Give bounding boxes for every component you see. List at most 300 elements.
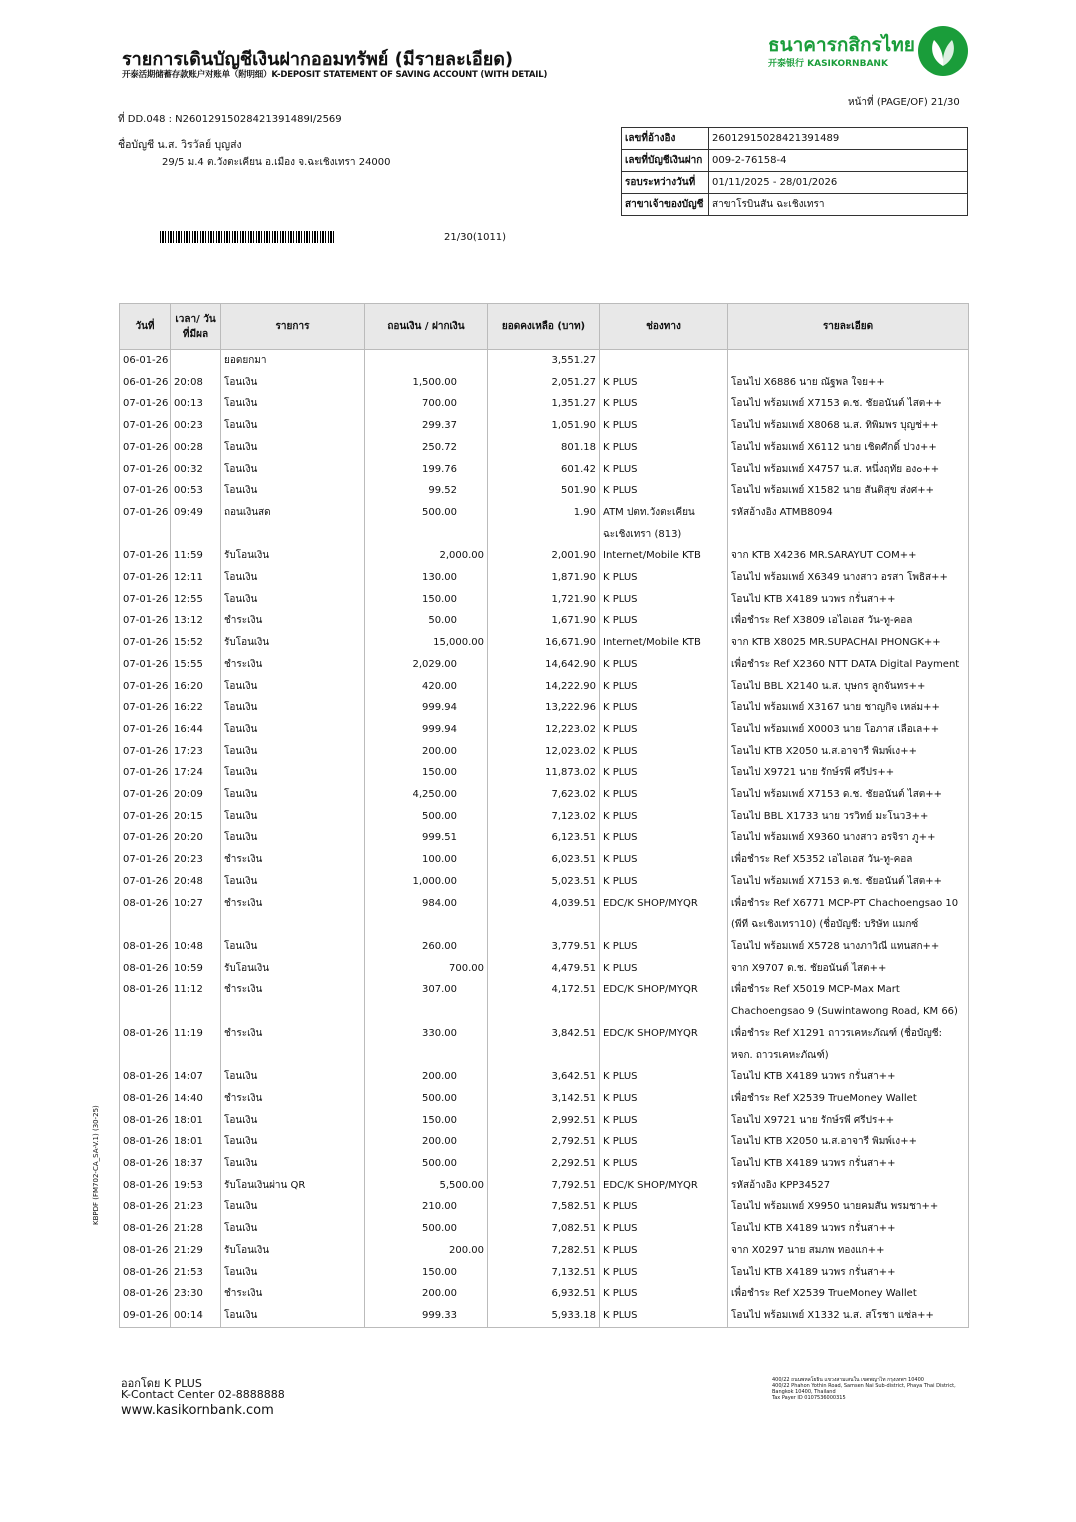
cell-detail: โอนไป พร้อมเพย์ X1332 น.ส. สโรชา แซ่ล++: [728, 1305, 969, 1327]
cell-date: 07-01-26: [120, 632, 171, 654]
cell-time: 14:40: [171, 1088, 221, 1110]
table-row: [120, 762, 969, 784]
cell-balance: 2,051.27: [488, 372, 600, 394]
cell-detail: เพื่อชำระ Ref X6771 MCP-PT Chachoengsao 10 (พีที ฉะเชิงเทรา10) (ชื่อบัญชี: บริษัท แมกซ์: [728, 893, 969, 936]
cell-detail: โอนไป KTB X2050 น.ส.อาจารี พิมพ์เง++: [728, 741, 969, 763]
table-row: [120, 502, 969, 545]
cell-detail: รหัสอ้างอิง ATMB8094: [728, 502, 969, 545]
cell-date: 08-01-26: [120, 893, 171, 936]
cell-balance: 12,223.02: [488, 719, 600, 741]
cell-date: 07-01-26: [120, 741, 171, 763]
cell-date: 08-01-26: [120, 1153, 171, 1175]
cell-description: โอนเงิน: [221, 1110, 365, 1132]
table-row: [120, 480, 969, 502]
cell-detail: จาก KTB X8025 MR.SUPACHAI PHONGK++: [728, 632, 969, 654]
cell-detail: โอนไป พร้อมเพย์ X7153 ด.ช. ชัยอนันต์ ไสต++: [728, 871, 969, 893]
cell-description: ชำระเงิน: [221, 849, 365, 871]
info-value: 009-2-76158-4: [709, 150, 968, 172]
cell-amount: 200.00: [365, 741, 488, 763]
cell-balance: 4,039.51: [488, 893, 600, 936]
cell-time: 20:48: [171, 871, 221, 893]
cell-amount: 15,000.00: [365, 632, 488, 654]
table-row: [120, 1153, 969, 1175]
cell-date: 08-01-26: [120, 1218, 171, 1240]
cell-description: โอนเงิน: [221, 1153, 365, 1175]
cell-date: 08-01-26: [120, 936, 171, 958]
cell-amount: 299.37: [365, 415, 488, 437]
cell-detail: โอนไป KTB X4189 นวพร กรั่นสา++: [728, 1262, 969, 1284]
cell-time: 00:14: [171, 1305, 221, 1327]
cell-time: 12:55: [171, 589, 221, 611]
cell-amount: 199.76: [365, 459, 488, 481]
cell-time: 17:23: [171, 741, 221, 763]
cell-channel: K PLUS: [600, 871, 728, 893]
cell-description: โอนเงิน: [221, 480, 365, 502]
cell-amount: 99.52: [365, 480, 488, 502]
table-row: [120, 871, 969, 893]
cell-balance: 5,933.18: [488, 1305, 600, 1327]
cell-date: 08-01-26: [120, 1196, 171, 1218]
cell-detail: เพื่อชำระ Ref X5019 MCP-Max Mart Chachoengsao 9 (Suwintawong Road, KM 66): [728, 979, 969, 1022]
cell-balance: 7,282.51: [488, 1240, 600, 1262]
cell-detail: เพื่อชำระ Ref X2360 NTT DATA Digital Payment: [728, 654, 969, 676]
cell-amount: 1,500.00: [365, 372, 488, 394]
cell-channel: Internet/Mobile KTB: [600, 545, 728, 567]
cell-description: โอนเงิน: [221, 1305, 365, 1327]
cell-balance: 3,642.51: [488, 1066, 600, 1088]
cell-balance: 14,222.90: [488, 676, 600, 698]
cell-description: โอนเงิน: [221, 762, 365, 784]
cell-time: 20:08: [171, 372, 221, 394]
table-header-row: [120, 304, 969, 350]
table-row: [120, 393, 969, 415]
table-row: [120, 741, 969, 763]
cell-balance: 3,779.51: [488, 936, 600, 958]
cell-date: 07-01-26: [120, 567, 171, 589]
table-row: [120, 632, 969, 654]
cell-amount: 210.00: [365, 1196, 488, 1218]
table-row: [120, 827, 969, 849]
cell-time: 18:37: [171, 1153, 221, 1175]
cell-balance: 7,623.02: [488, 784, 600, 806]
cell-channel: K PLUS: [600, 762, 728, 784]
cell-detail: โอนไป KTB X4189 นวพร กรั่นสา++: [728, 1066, 969, 1088]
cell-time: 15:52: [171, 632, 221, 654]
cell-date: 07-01-26: [120, 480, 171, 502]
cell-detail: รหัสอ้างอิง KPP34527: [728, 1175, 969, 1197]
cell-time: 09:49: [171, 502, 221, 545]
cell-balance: 6,123.51: [488, 827, 600, 849]
cell-amount: 500.00: [365, 1088, 488, 1110]
cell-amount: 999.51: [365, 827, 488, 849]
cell-time: 13:12: [171, 610, 221, 632]
cell-balance: 3,551.27: [488, 350, 600, 372]
table-row: [120, 1196, 969, 1218]
table-row: [120, 676, 969, 698]
cell-channel: K PLUS: [600, 610, 728, 632]
cell-date: 07-01-26: [120, 719, 171, 741]
cell-detail: โอนไป พร้อมเพย์ X9950 นายคมสัน พรมชา++: [728, 1196, 969, 1218]
cell-balance: 12,023.02: [488, 741, 600, 763]
cell-description: โอนเงิน: [221, 393, 365, 415]
cell-channel: K PLUS: [600, 437, 728, 459]
form-code: KBPDF (FM702-CA_SA-V.1) (30-25): [92, 1105, 100, 1225]
transaction-table: [119, 303, 969, 1328]
col-detail: รายละเอียด: [728, 304, 969, 350]
cell-detail: โอนไป พร้อมเพย์ X7153 ด.ช. ชัยอนันต์ ไสต++: [728, 784, 969, 806]
cell-channel: K PLUS: [600, 415, 728, 437]
cell-date: 08-01-26: [120, 979, 171, 1022]
info-value: 01/11/2025 - 28/01/2026: [709, 172, 968, 194]
cell-channel: EDC/K SHOP/MYQR: [600, 979, 728, 1022]
cell-amount: 130.00: [365, 567, 488, 589]
cell-date: 08-01-26: [120, 1283, 171, 1305]
cell-amount: 2,029.00: [365, 654, 488, 676]
cell-date: 07-01-26: [120, 697, 171, 719]
cell-balance: 6,932.51: [488, 1283, 600, 1305]
table-row: [120, 567, 969, 589]
cell-description: โอนเงิน: [221, 567, 365, 589]
table-row: [120, 372, 969, 394]
cell-detail: โอนไป พร้อมเพย์ X9360 นางสาว อรจิรา ภู++: [728, 827, 969, 849]
table-row: [120, 350, 969, 372]
bank-address-line: 400/22 Phahon Yothin Road, Samsen Nai Sub-district, Phaya Thai District, Bangkok 10400, Thailand: [772, 1383, 956, 1395]
cell-amount: 260.00: [365, 936, 488, 958]
cell-balance: 2,292.51: [488, 1153, 600, 1175]
cell-balance: 1,671.90: [488, 610, 600, 632]
cell-channel: K PLUS: [600, 827, 728, 849]
cell-detail: โอนไป KTB X2050 น.ส.อาจารี พิมพ์เง++: [728, 1131, 969, 1153]
col-time: เวลา/ วันที่มีผล: [171, 304, 221, 350]
cell-description: โอนเงิน: [221, 415, 365, 437]
cell-channel: [600, 350, 728, 372]
cell-time: 18:01: [171, 1131, 221, 1153]
cell-amount: 50.00: [365, 610, 488, 632]
cell-channel: K PLUS: [600, 372, 728, 394]
cell-detail: โอนไป BBL X2140 น.ส. บุษกร ลูกจันทร++: [728, 676, 969, 698]
cell-date: 08-01-26: [120, 1110, 171, 1132]
account-name: ชื่อบัญชี น.ส. วิรวัลย์ บุญส่ง: [118, 139, 242, 151]
kasikorn-logo-icon: [918, 26, 968, 76]
cell-balance: 7,132.51: [488, 1262, 600, 1284]
cell-time: 00:53: [171, 480, 221, 502]
cell-date: 07-01-26: [120, 676, 171, 698]
cell-balance: 1,051.90: [488, 415, 600, 437]
cell-amount: 5,500.00: [365, 1175, 488, 1197]
cell-description: ชำระเงิน: [221, 893, 365, 936]
cell-channel: K PLUS: [600, 1131, 728, 1153]
cell-description: ชำระเงิน: [221, 979, 365, 1022]
cell-date: 08-01-26: [120, 1088, 171, 1110]
page-number: หน้าที่ (PAGE/OF) 21/30: [848, 97, 960, 108]
table-row: [120, 1218, 969, 1240]
cell-amount: 150.00: [365, 1262, 488, 1284]
cell-balance: 2,001.90: [488, 545, 600, 567]
table-row: [120, 415, 969, 437]
cell-channel: K PLUS: [600, 654, 728, 676]
table-row: [120, 979, 969, 1022]
table-row: [120, 806, 969, 828]
cell-detail: โอนไป พร้อมเพย์ X6112 นาย เชิดศักดิ์ ปวง++: [728, 437, 969, 459]
table-row: [120, 1110, 969, 1132]
cell-time: 20:09: [171, 784, 221, 806]
cell-time: 10:48: [171, 936, 221, 958]
col-amount: ถอนเงิน / ฝากเงิน: [365, 304, 488, 350]
cell-amount: 999.94: [365, 697, 488, 719]
cell-detail: โอนไป พร้อมเพย์ X5728 นางภาวิณี แทนสก++: [728, 936, 969, 958]
cell-time: 14:07: [171, 1066, 221, 1088]
cell-amount: [365, 350, 488, 372]
cell-description: โอนเงิน: [221, 589, 365, 611]
table-row: [120, 545, 969, 567]
cell-balance: 7,082.51: [488, 1218, 600, 1240]
table-row: [120, 849, 969, 871]
table-row: [120, 1088, 969, 1110]
cell-time: 19:53: [171, 1175, 221, 1197]
cell-description: โอนเงิน: [221, 806, 365, 828]
cell-description: โอนเงิน: [221, 697, 365, 719]
info-row: [622, 172, 968, 194]
cell-amount: 984.00: [365, 893, 488, 936]
cell-time: 21:23: [171, 1196, 221, 1218]
statement-subtitle: 开泰活期储蓄存款账户对账单（附明细）K-DEPOSIT STATEMENT OF SAVING ACCOUNT (WITH DETAIL): [122, 70, 548, 80]
cell-time: 21:53: [171, 1262, 221, 1284]
cell-time: 11:12: [171, 979, 221, 1022]
table-row: [120, 697, 969, 719]
cell-detail: จาก KTB X4236 MR.SARAYUT COM++: [728, 545, 969, 567]
cell-time: 15:55: [171, 654, 221, 676]
cell-description: รับโอนเงิน: [221, 632, 365, 654]
cell-channel: K PLUS: [600, 697, 728, 719]
cell-date: 07-01-26: [120, 610, 171, 632]
info-value: สาขาโรบินสัน ฉะเชิงเทรา: [709, 194, 968, 216]
cell-amount: 700.00: [365, 958, 488, 980]
cell-date: 08-01-26: [120, 1175, 171, 1197]
cell-channel: K PLUS: [600, 1066, 728, 1088]
cell-channel: K PLUS: [600, 719, 728, 741]
cell-detail: จาก X9707 ด.ช. ชัยอนันต์ ไสต++: [728, 958, 969, 980]
cell-description: รับโอนเงิน: [221, 958, 365, 980]
table-row: [120, 589, 969, 611]
table-row: [120, 1023, 969, 1066]
cell-amount: 200.00: [365, 1066, 488, 1088]
cell-balance: 2,992.51: [488, 1110, 600, 1132]
table-row: [120, 719, 969, 741]
statement-title: รายการเดินบัญชีเงินฝากออมทรัพย์ (มีรายละเอียด): [122, 49, 514, 70]
info-value: 26012915028421391489: [709, 128, 968, 150]
cell-time: 11:59: [171, 545, 221, 567]
cell-date: 07-01-26: [120, 393, 171, 415]
cell-channel: K PLUS: [600, 741, 728, 763]
cell-balance: 1.90: [488, 502, 600, 545]
cell-balance: 1,871.90: [488, 567, 600, 589]
cell-detail: โอนไป KTB X4189 นวพร กรั่นสา++: [728, 1218, 969, 1240]
issued-by: ออกโดย K PLUS: [121, 1377, 202, 1390]
cell-time: 18:01: [171, 1110, 221, 1132]
cell-detail: โอนไป KTB X4189 นวพร กรั่นสา++: [728, 589, 969, 611]
cell-description: โอนเงิน: [221, 827, 365, 849]
cell-time: 16:20: [171, 676, 221, 698]
cell-description: โอนเงิน: [221, 1066, 365, 1088]
account-address: 29/5 ม.4 ต.วังตะเคียน อ.เมือง จ.ฉะเชิงเทรา 24000: [162, 157, 391, 168]
cell-description: โอนเงิน: [221, 1131, 365, 1153]
cell-balance: 1,721.90: [488, 589, 600, 611]
cell-description: ชำระเงิน: [221, 654, 365, 676]
cell-time: 20:20: [171, 827, 221, 849]
cell-balance: 2,792.51: [488, 1131, 600, 1153]
cell-amount: 500.00: [365, 1218, 488, 1240]
barcode-number: 21/30(1011): [444, 232, 507, 243]
cell-description: รับโอนเงิน: [221, 1240, 365, 1262]
cell-description: โอนเงิน: [221, 1196, 365, 1218]
cell-description: โอนเงิน: [221, 676, 365, 698]
cell-amount: 2,000.00: [365, 545, 488, 567]
cell-balance: 801.18: [488, 437, 600, 459]
cell-amount: 1,000.00: [365, 871, 488, 893]
cell-detail: จาก X0297 นาย สมภพ ทองแก++: [728, 1240, 969, 1262]
cell-detail: โอนไป BBL X1733 นาย วรวิทย์ มะโนว3++: [728, 806, 969, 828]
account-info-table: [621, 127, 968, 216]
cell-date: 06-01-26: [120, 350, 171, 372]
cell-channel: K PLUS: [600, 1283, 728, 1305]
cell-time: 10:27: [171, 893, 221, 936]
cell-channel: K PLUS: [600, 589, 728, 611]
cell-date: 08-01-26: [120, 958, 171, 980]
info-row: [622, 150, 968, 172]
info-label: เลขที่อ้างอิง: [622, 128, 709, 150]
cell-date: 07-01-26: [120, 871, 171, 893]
cell-balance: 6,023.51: [488, 849, 600, 871]
cell-description: โอนเงิน: [221, 784, 365, 806]
cell-channel: Internet/Mobile KTB: [600, 632, 728, 654]
cell-description: ชำระเงิน: [221, 610, 365, 632]
cell-channel: EDC/K SHOP/MYQR: [600, 1023, 728, 1066]
cell-description: ยอดยกมา: [221, 350, 365, 372]
cell-detail: โอนไป พร้อมเพย์ X1582 นาย สันติสุข ส่งศ++: [728, 480, 969, 502]
cell-time: 21:28: [171, 1218, 221, 1240]
cell-time: 11:19: [171, 1023, 221, 1066]
cell-detail: โอนไป KTB X4189 นวพร กรั่นสา++: [728, 1153, 969, 1175]
cell-balance: 5,023.51: [488, 871, 600, 893]
table-row: [120, 1240, 969, 1262]
cell-balance: 1,351.27: [488, 393, 600, 415]
cell-amount: 307.00: [365, 979, 488, 1022]
cell-detail: เพื่อชำระ Ref X2539 TrueMoney Wallet: [728, 1088, 969, 1110]
table-row: [120, 1283, 969, 1305]
cell-description: รับโอนเงิน: [221, 545, 365, 567]
cell-amount: 420.00: [365, 676, 488, 698]
cell-channel: K PLUS: [600, 1240, 728, 1262]
table-row: [120, 893, 969, 936]
cell-date: 07-01-26: [120, 459, 171, 481]
cell-date: 09-01-26: [120, 1305, 171, 1327]
cell-description: โอนเงิน: [221, 741, 365, 763]
cell-date: 07-01-26: [120, 415, 171, 437]
cell-amount: 150.00: [365, 589, 488, 611]
cell-time: 17:24: [171, 762, 221, 784]
cell-channel: K PLUS: [600, 480, 728, 502]
cell-detail: [728, 350, 969, 372]
cell-balance: 11,873.02: [488, 762, 600, 784]
bank-address: [772, 1377, 972, 1401]
cell-channel: K PLUS: [600, 958, 728, 980]
bank-address-line: 400/22 ถนนพหลโยธิน แขวงสามเสนใน เขตพญาไท กรุงเทพฯ 10400: [772, 1377, 924, 1383]
cell-amount: 500.00: [365, 806, 488, 828]
cell-time: 20:15: [171, 806, 221, 828]
col-date: วันที่: [120, 304, 171, 350]
bank-address-line: Tax Payer ID 0107536000315: [772, 1395, 846, 1401]
cell-description: โอนเงิน: [221, 372, 365, 394]
bank-website: www.kasikornbank.com: [121, 1403, 274, 1418]
cell-balance: 3,142.51: [488, 1088, 600, 1110]
cell-channel: K PLUS: [600, 806, 728, 828]
cell-detail: โอนไป พร้อมเพย์ X3167 นาย ชาญกิจ เหล่ม++: [728, 697, 969, 719]
cell-amount: 150.00: [365, 1110, 488, 1132]
document-number: ที่ DD.048 : N26012915028421391489I/2569: [118, 114, 342, 125]
table-row: [120, 437, 969, 459]
cell-amount: 250.72: [365, 437, 488, 459]
cell-time: 00:23: [171, 415, 221, 437]
table-row: [120, 958, 969, 980]
info-label: รอบระหว่างวันที่: [622, 172, 709, 194]
cell-channel: K PLUS: [600, 393, 728, 415]
cell-amount: 330.00: [365, 1023, 488, 1066]
col-channel: ช่องทาง: [600, 304, 728, 350]
cell-channel: ATM ปตท.วังตะเคียน ฉะเชิงเทรา (813): [600, 502, 728, 545]
table-row: [120, 459, 969, 481]
bank-name-th: ธนาคารกสิกรไทย: [768, 34, 915, 56]
cell-channel: K PLUS: [600, 1262, 728, 1284]
cell-channel: K PLUS: [600, 1110, 728, 1132]
cell-date: 07-01-26: [120, 849, 171, 871]
cell-description: ชำระเงิน: [221, 1283, 365, 1305]
cell-description: โอนเงิน: [221, 1262, 365, 1284]
cell-detail: โอนไป พร้อมเพย์ X7153 ด.ช. ชัยอนันต์ ไสต++: [728, 393, 969, 415]
info-row: [622, 128, 968, 150]
cell-channel: K PLUS: [600, 1218, 728, 1240]
cell-amount: 700.00: [365, 393, 488, 415]
col-description: รายการ: [221, 304, 365, 350]
cell-description: โอนเงิน: [221, 719, 365, 741]
cell-date: 07-01-26: [120, 762, 171, 784]
cell-date: 08-01-26: [120, 1023, 171, 1066]
cell-time: 16:44: [171, 719, 221, 741]
table-row: [120, 1305, 969, 1327]
cell-description: ถอนเงินสด: [221, 502, 365, 545]
cell-detail: เพื่อชำระ Ref X3809 เอไอเอส วัน-ทู-คอล: [728, 610, 969, 632]
cell-balance: 4,479.51: [488, 958, 600, 980]
cell-detail: เพื่อชำระ Ref X5352 เอไอเอส วัน-ทู-คอล: [728, 849, 969, 871]
cell-detail: เพื่อชำระ Ref X1291 ถาวรเคหะภัณฑ์ (ชื่อบัญชี: หจก. ถาวรเคหะภัณฑ์): [728, 1023, 969, 1066]
cell-time: 00:13: [171, 393, 221, 415]
cell-balance: 13,222.96: [488, 697, 600, 719]
table-row: [120, 936, 969, 958]
cell-amount: 150.00: [365, 762, 488, 784]
cell-channel: K PLUS: [600, 849, 728, 871]
cell-amount: 4,250.00: [365, 784, 488, 806]
cell-description: โอนเงิน: [221, 459, 365, 481]
cell-time: 00:28: [171, 437, 221, 459]
cell-channel: EDC/K SHOP/MYQR: [600, 1175, 728, 1197]
cell-amount: 999.33: [365, 1305, 488, 1327]
cell-date: 08-01-26: [120, 1240, 171, 1262]
cell-description: โอนเงิน: [221, 936, 365, 958]
cell-description: โอนเงิน: [221, 1218, 365, 1240]
table-row: [120, 784, 969, 806]
cell-detail: โอนไป X9721 นาย รักษ์รพี ศรีปร++: [728, 762, 969, 784]
cell-date: 07-01-26: [120, 654, 171, 676]
cell-balance: 601.42: [488, 459, 600, 481]
